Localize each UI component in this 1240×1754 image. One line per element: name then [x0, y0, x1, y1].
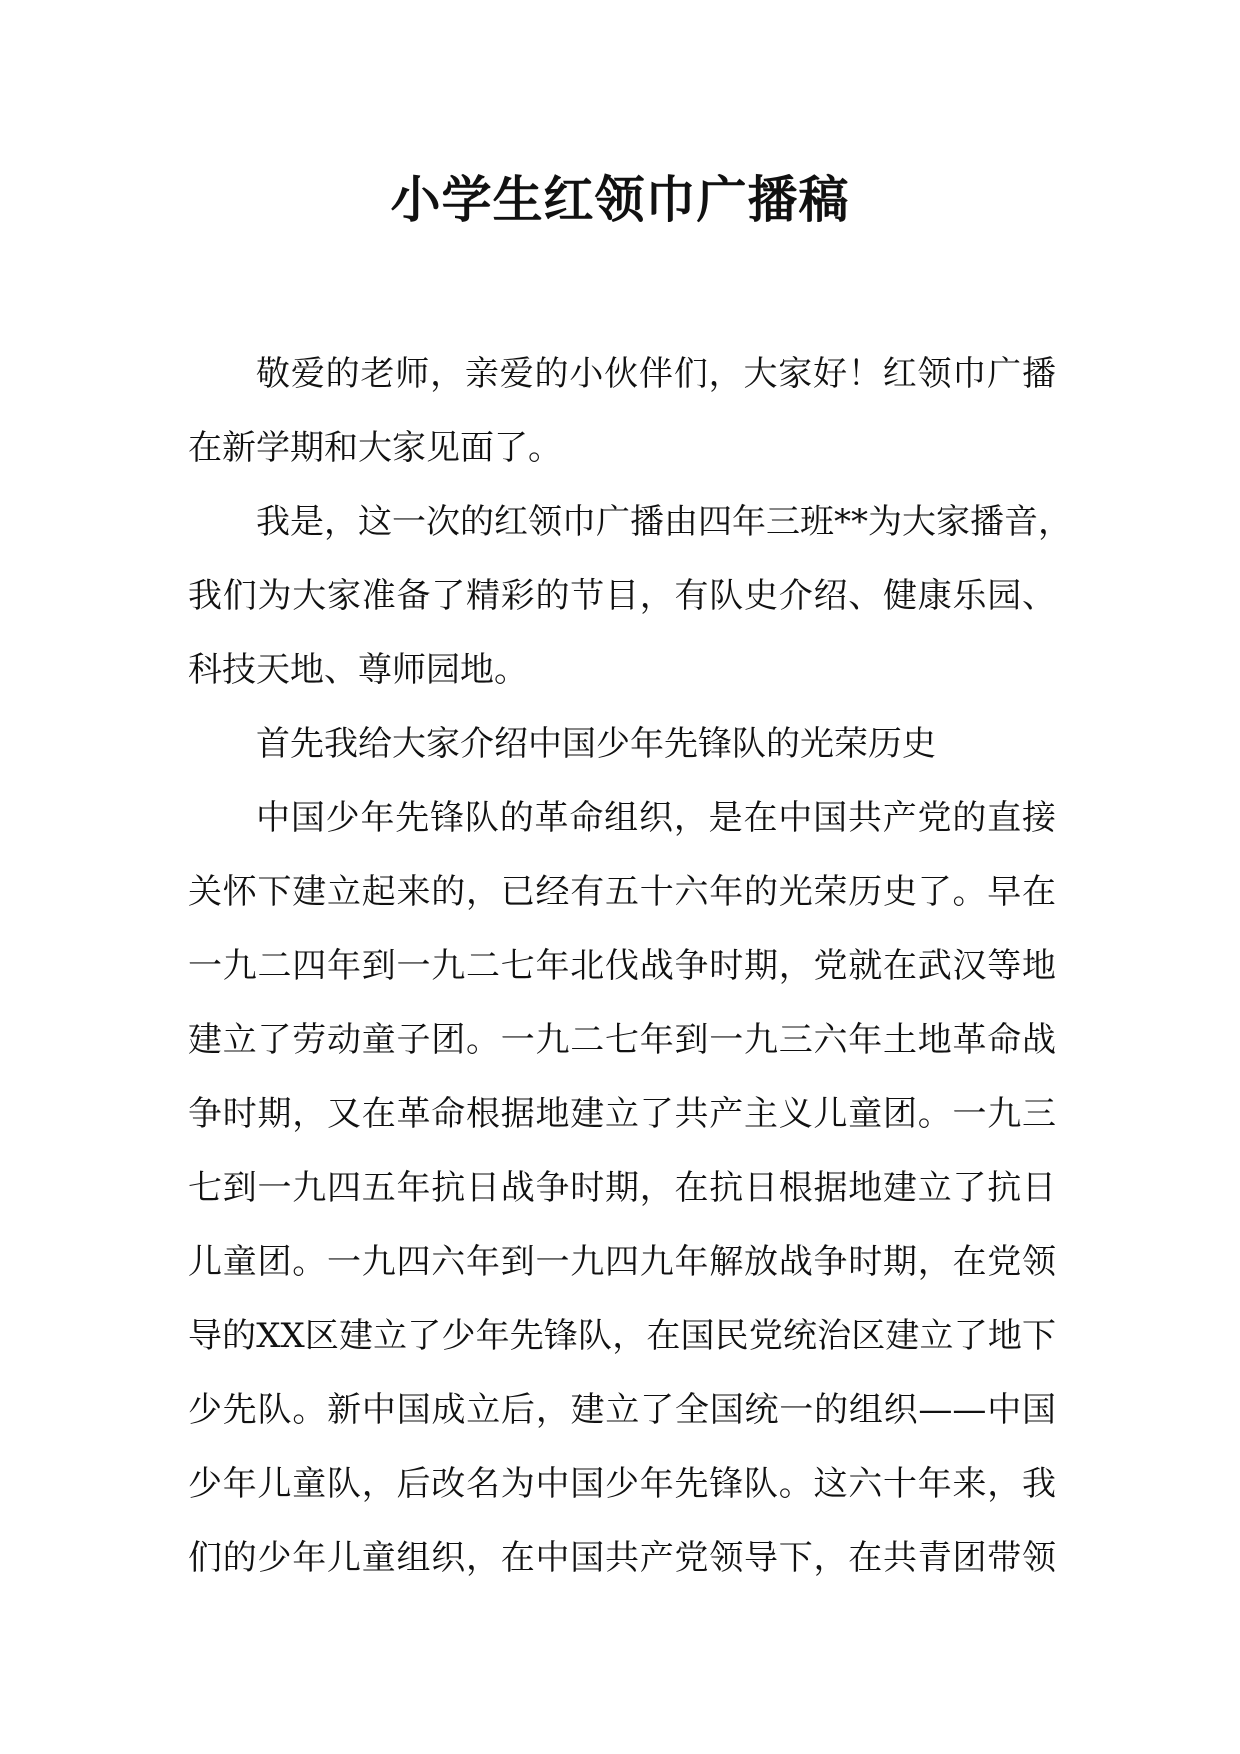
paragraph-line: 我是，这一次的红领巾广播由四年三班**为大家播音，: [256, 502, 1072, 542]
paragraph-line: 一九二四年到一九二七年北伐战争时期，党就在武汉等地: [188, 946, 1056, 986]
paragraph-line: 在新学期和大家见面了。: [188, 428, 562, 468]
paragraph-line: 七到一九四五年抗日战争时期，在抗日根据地建立了抗日: [188, 1168, 1056, 1208]
paragraph-line: 儿童团。一九四六年到一九四九年解放战争时期，在党领: [188, 1242, 1056, 1282]
paragraph-line: 少年儿童队，后改名为中国少年先锋队。这六十年来，我: [188, 1464, 1056, 1504]
paragraph-line: 导的XX区建立了少年先锋队，在国民党统治区建立了地下: [188, 1316, 1056, 1356]
paragraph-line: 争时期，又在革命根据地建立了共产主义儿童团。一九三: [188, 1094, 1056, 1134]
paragraph-line: 关怀下建立起来的，已经有五十六年的光荣历史了。早在: [188, 872, 1056, 912]
paragraph-line: 建立了劳动童子团。一九二七年到一九三六年土地革命战: [188, 1020, 1056, 1060]
paragraph-line: 科技天地、尊师园地。: [188, 650, 528, 690]
document-body: [188, 337, 1072, 1595]
paragraph-line: 我们为大家准备了精彩的节目，有队史介绍、健康乐园、: [188, 576, 1056, 616]
paragraph-line: 们的少年儿童组织，在中国共产党领导下，在共青团带领: [188, 1538, 1056, 1578]
paragraph-line: 少先队。新中国成立后，建立了全国统一的组织——中国: [188, 1390, 1056, 1430]
paragraph-line: 中国少年先锋队的革命组织，是在中国共产党的直接: [256, 798, 1056, 838]
document-title: 小学生红领巾广播稿: [390, 170, 850, 229]
paragraph-line: 敬爱的老师，亲爱的小伙伴们，大家好！红领巾广播: [256, 354, 1056, 394]
paragraph-line: 首先我给大家介绍中国少年先锋队的光荣历史: [256, 724, 936, 764]
